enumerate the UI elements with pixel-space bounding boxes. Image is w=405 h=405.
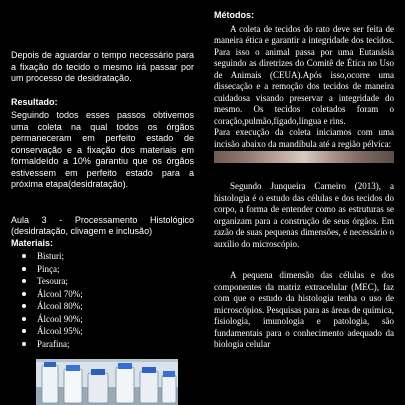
bullet-icon [22,292,26,296]
lab-bottles-image [36,359,178,405]
bullet-icon [22,317,26,321]
bullet-icon [22,279,26,283]
aula-heading: Aula 3 - Processamento Histológico (desidratação, clivagem e inclusão) [11,214,194,236]
bullet-icon [22,342,26,346]
resultado-paragraph: Seguindo todos esses passos obtivemos uma coleta na qual todos os órgãos permaneceram em perfeito estado de conservação e a fixação dos materiais em formaldeído a 10% garantiu que os órgãos estivessem em perfeito estado para a próxima etapa(desidratação). [11,110,194,189]
dissection-photo [214,151,394,163]
lab-bottles-photo [36,359,178,405]
list-item: Pinça; [11,263,194,276]
metodos-heading: Métodos: [214,10,254,20]
coleta-paragraph: Para execução da coleta iniciamos com uma incisão abaixo da mandíbula até a região pélvica: [214,127,394,149]
bullet-icon [22,254,26,258]
materiais-heading: Materiais: [11,237,54,248]
right-column [214,0,394,351]
list-item: Álcool 70%; [11,288,194,301]
list-item: Bisturi; [11,250,194,263]
left-column [11,0,194,350]
junqueira-paragraph: Segundo Junqueira Carneiro (2013), a histologia é o estudo das células e dos tecidos do corpo, a forma de entender como as estruturas se organizam para a construção de seus órgãos. Em razão de suas pequenas dimensões, é necessário o auxílio do microscópio. [214,181,394,249]
bullet-icon [22,329,26,333]
list-item: Tesoura; [11,275,194,288]
list-item: Parafina; [11,338,194,351]
metodos-paragraph: A coleta de tecidos do rato deve ser feita de maneira ética e garantir a integridade dos tecidos. Para isso o animal passa por uma Eutanásia seguindo as diretrizes do Comitê de Ética no Uso de Animais (CEUA).Após isso,ocorre uma dissecação e a remoção dos tecidos de maneira cuidadosa visando preservar a integridade do mesmo. Os tecidos coletados foram o coração,pulmão,fígado,língua e rins. [214,23,394,126]
mec-paragraph: A pequena dimensão das células e dos componentes da matriz extracelular (MEC), faz com que o estudo da histologia tenha o uso de microscópios. Pesquisas para as áreas de química, fisiologia, imunologia e patologia, são fundamentais para o conhecimento adequado da biologia celular [214,270,394,349]
list-item: Álcool 80%; [11,300,194,313]
resultado-heading: Resultado: [11,96,58,107]
list-item: Álcool 95%; [11,325,194,338]
bullet-icon [22,267,26,271]
bullet-icon [22,304,26,308]
list-item: Álcool 90%; [11,313,194,326]
materiais-list [11,250,194,350]
intro-paragraph: Depois de aguardar o tempo necessário para a fixação do tecido o mesmo irá passar por um processo de desidratação. [11,50,194,83]
